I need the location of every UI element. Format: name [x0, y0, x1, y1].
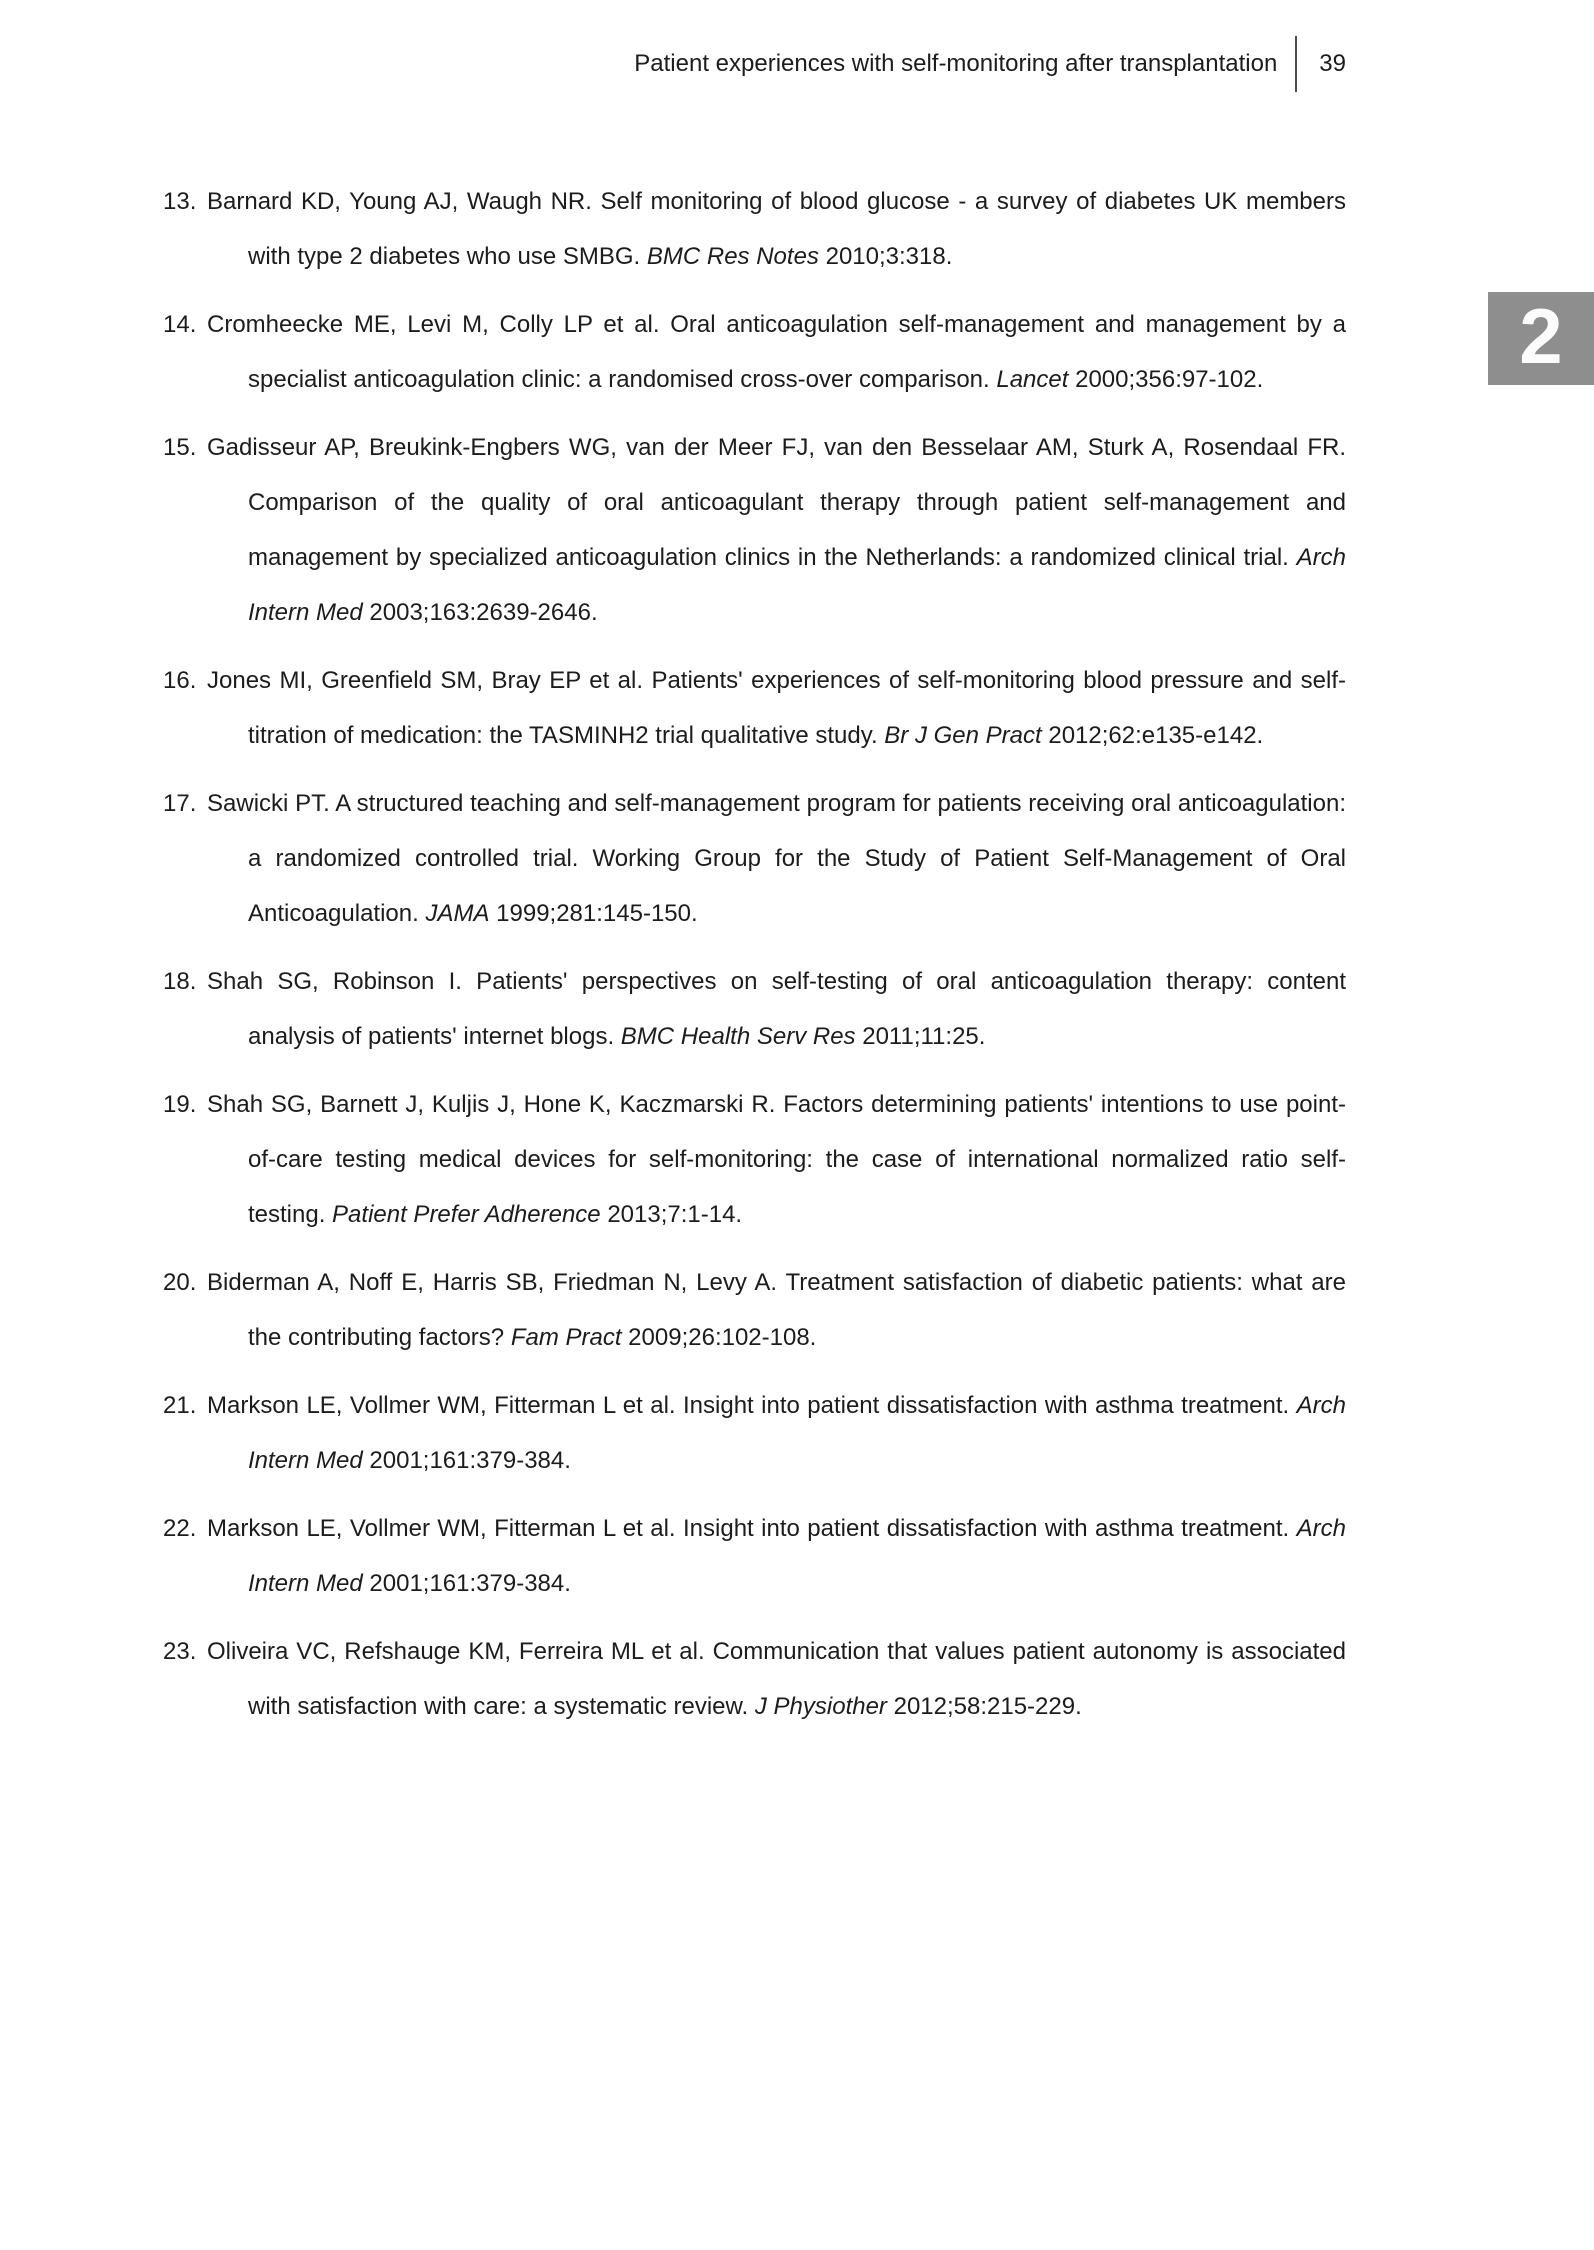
reference-segment: 2013;7:1-14.	[600, 1201, 743, 1228]
journal-name: Patient Prefer Adherence	[332, 1201, 601, 1228]
reference-text	[207, 968, 1346, 1050]
journal-name: BMC Health Serv Res	[620, 1023, 856, 1050]
reference-text	[207, 1638, 1346, 1720]
reference-number: 23.	[163, 1638, 197, 1665]
reference-segment: 2012;62:e135-e142.	[1041, 722, 1264, 749]
journal-name: J Physiother	[754, 1693, 887, 1720]
reference-item	[163, 776, 1346, 941]
reference-number: 22.	[163, 1515, 197, 1542]
reference-number: 15.	[163, 434, 197, 461]
reference-number: 17.	[163, 790, 197, 817]
reference-text	[207, 1091, 1346, 1228]
reference-segment: 2010;3:318.	[818, 243, 953, 270]
reference-segment: Oliveira VC, Refshauge KM, Ferreira ML et al. Communication that values patient autonomy is associated with satisfaction with care: a systematic review.	[207, 1638, 1346, 1720]
reference-item	[163, 1501, 1346, 1611]
reference-segment: 2011;11:25.	[855, 1023, 986, 1050]
reference-segment: Cromheecke ME, Levi M, Colly LP et al. Oral anticoagulation self-management and management by a specialist anticoagulation clinic: a randomised cross-over comparison.	[207, 311, 1346, 393]
journal-name: Fam Pract	[510, 1324, 622, 1351]
journal-name: Arch Intern Med	[248, 1392, 1346, 1474]
reference-item	[163, 297, 1346, 407]
reference-text	[207, 311, 1346, 393]
reference-segment: Markson LE, Vollmer WM, Fitterman L et al. Insight into patient dissatisfaction with asthma treatment.	[207, 1392, 1297, 1419]
reference-number: 21.	[163, 1392, 197, 1419]
reference-item	[163, 1255, 1346, 1365]
reference-number: 20.	[163, 1269, 197, 1296]
journal-name: JAMA	[425, 900, 490, 927]
reference-number: 14.	[163, 311, 197, 338]
reference-item	[163, 653, 1346, 763]
page-header	[163, 36, 1346, 92]
header-divider-line	[1295, 36, 1297, 92]
reference-segment: Biderman A, Noff E, Harris SB, Friedman N, Levy A. Treatment satisfaction of diabetic patients: what are the contributing factors?	[207, 1269, 1346, 1351]
reference-segment: 2009;26:102-108.	[621, 1324, 817, 1351]
reference-number: 18.	[163, 968, 197, 995]
reference-segment: 2012;58:215-229.	[886, 1693, 1082, 1720]
reference-text	[207, 434, 1346, 626]
reference-item	[163, 1378, 1346, 1488]
reference-segment: Jones MI, Greenfield SM, Bray EP et al. Patients' experiences of self-monitoring blood pressure and self-titration of medication: the TASMINH2 trial qualitative study.	[207, 667, 1346, 749]
reference-item	[163, 1077, 1346, 1242]
reference-segment: 1999;281:145-150.	[489, 900, 698, 927]
reference-number: 13.	[163, 188, 197, 215]
reference-segment: Shah SG, Robinson I. Patients' perspectives on self-testing of oral anticoagulation therapy: content analysis of patients' internet blogs.	[207, 968, 1346, 1050]
reference-segment: 2000;356:97-102.	[1068, 366, 1264, 393]
reference-text	[207, 1269, 1346, 1351]
reference-segment: Gadisseur AP, Breukink-Engbers WG, van der Meer FJ, van den Besselaar AM, Sturk A, Rosendaal FR. Comparison of the quality of oral anticoagulant therapy through patient self-management and management by specialized anticoagulation clinics in the Netherlands: a randomized clinical trial.	[207, 434, 1346, 571]
reference-text	[207, 667, 1346, 749]
page-number: 39	[1319, 50, 1346, 77]
reference-segment: Barnard KD, Young AJ, Waugh NR. Self monitoring of blood glucose - a survey of diabetes UK members with type 2 diabetes who use SMBG.	[207, 188, 1346, 270]
reference-item	[163, 1624, 1346, 1734]
running-header-title: Patient experiences with self-monitoring after transplantation	[634, 50, 1278, 77]
journal-name: Br J Gen Pract	[884, 722, 1042, 749]
reference-text	[207, 1392, 1346, 1474]
journal-name: Lancet	[996, 366, 1069, 393]
reference-text	[207, 790, 1346, 927]
reference-text	[207, 188, 1346, 270]
reference-text	[207, 1515, 1346, 1597]
journal-name: Arch Intern Med	[248, 544, 1346, 626]
reference-item	[163, 954, 1346, 1064]
reference-segment: Shah SG, Barnett J, Kuljis J, Hone K, Kaczmarski R. Factors determining patients' intentions to use point-of-care testing medical devices for self-monitoring: the case of international normalized ratio self-testing.	[207, 1091, 1346, 1228]
reference-list	[163, 174, 1346, 1747]
chapter-number: 2	[1519, 291, 1563, 380]
reference-number: 19.	[163, 1091, 197, 1118]
reference-item	[163, 174, 1346, 284]
reference-segment: Sawicki PT. A structured teaching and self-management program for patients receiving oral anticoagulation: a randomized controlled trial. Working Group for the Study of Patient Self-Management of Oral Anticoagulation.	[207, 790, 1346, 927]
reference-segment: 2001;161:379-384.	[362, 1447, 571, 1474]
reference-segment: 2003;163:2639-2646.	[362, 599, 598, 626]
journal-name: Arch Intern Med	[248, 1515, 1346, 1597]
reference-segment: Markson LE, Vollmer WM, Fitterman L et al. Insight into patient dissatisfaction with asthma treatment.	[207, 1515, 1297, 1542]
reference-segment: 2001;161:379-384.	[362, 1570, 571, 1597]
chapter-tab	[1488, 292, 1594, 385]
journal-name: BMC Res Notes	[646, 243, 819, 270]
reference-item	[163, 420, 1346, 640]
reference-number: 16.	[163, 667, 197, 694]
